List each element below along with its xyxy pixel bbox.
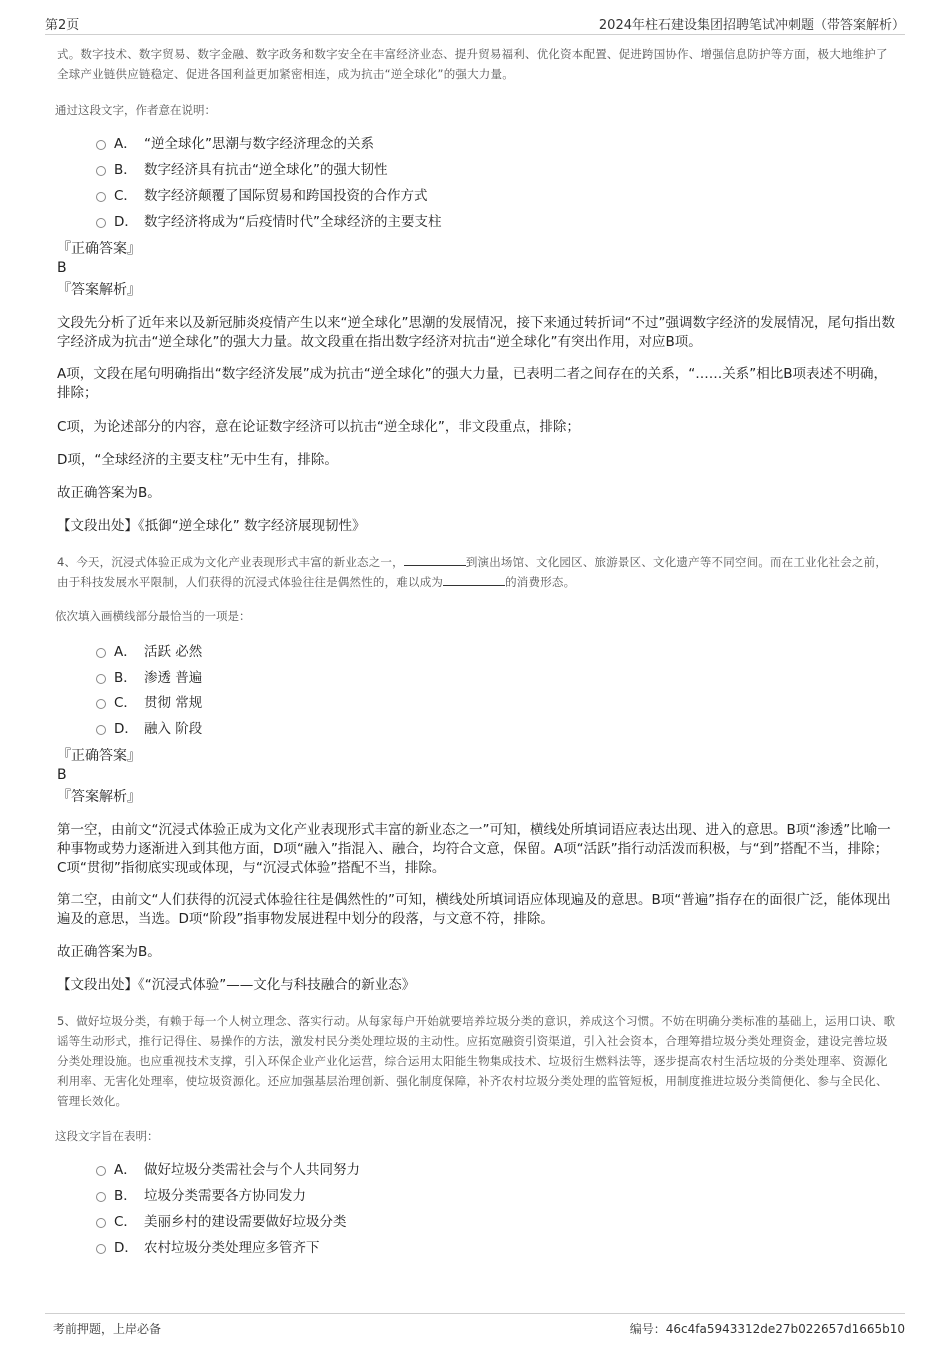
q3-prompt: 通过这段文字，作者意在说明：	[55, 103, 216, 117]
q3-source: 【文段出处】《抵御“逆全球化” 数字经济展现韧性》	[57, 518, 366, 534]
q3-option-d[interactable]: D． 数字经济将成为“后疫情时代”全球经济的主要支柱	[96, 212, 442, 232]
q4-prompt: 依次填入画横线部分最恰当的一项是：	[55, 609, 251, 623]
radio-icon[interactable]	[96, 699, 106, 709]
correct-answer-label: 『正确答案』	[57, 748, 141, 764]
radio-icon[interactable]	[96, 140, 106, 150]
radio-icon[interactable]	[96, 1244, 106, 1254]
radio-icon[interactable]	[96, 166, 106, 176]
q5-option-d[interactable]: D． 农村垃圾分类处理应多管齐下	[96, 1238, 320, 1258]
q3-option-a[interactable]: A． “逆全球化”思潮与数字经济理念的关系	[96, 134, 374, 154]
blank-line	[443, 573, 505, 586]
analysis-label: 『答案解析』	[57, 282, 141, 298]
radio-icon[interactable]	[96, 648, 106, 658]
q3-analysis-5: 故正确答案为B。	[57, 485, 161, 501]
q4-option-b[interactable]: B． 渗透 普遍	[96, 668, 202, 688]
q4-source: 【文段出处】《“沉浸式体验”——文化与科技融合的新业态》	[57, 977, 416, 993]
radio-icon[interactable]	[96, 674, 106, 684]
radio-icon[interactable]	[96, 1192, 106, 1202]
radio-icon[interactable]	[96, 218, 106, 228]
q4-analysis-3: 故正确答案为B。	[57, 944, 161, 960]
q4-analysis-1: 第一空，由前文“沉浸式体验正成为文化产业表现形式丰富的新业态之一”可知，横线处所填词语应表达出现、进入的意思。B项“渗透”比喻一种事物或势力逐渐进入到其他方面，D项“融入”指混入、融合，均符合文意，保留。A项“活跃”指行动活泼而积极，与“到”搭配不当，排除；C项“贯彻”指彻底实现或体现，与“沉浸式体验”搭配不当，排除。	[57, 822, 891, 876]
q5-option-a[interactable]: A． 做好垃圾分类需社会与个人共同努力	[96, 1160, 360, 1180]
q3-option-b[interactable]: B． 数字经济具有抗击“逆全球化”的强大韧性	[96, 160, 388, 180]
radio-icon[interactable]	[96, 1218, 106, 1228]
q3-option-c[interactable]: C． 数字经济颠覆了国际贸易和跨国投资的合作方式	[96, 186, 428, 206]
q5-option-c[interactable]: C． 美丽乡村的建设需要做好垃圾分类	[96, 1212, 347, 1232]
q4-answer: B	[57, 767, 67, 783]
radio-icon[interactable]	[96, 725, 106, 735]
radio-icon[interactable]	[96, 1166, 106, 1176]
q5-prompt: 这段文字旨在表明：	[55, 1129, 159, 1143]
q5-stem: 5、做好垃圾分类，有赖于每一个人树立理念、落实行动。从每家每户开始就要培养垃圾分类的意识，养成这个习惯。不妨在明确分类标准的基础上，运用口诀、歌谣等生动形式，推行记得住、易操作的方法，激发村民分类处理垃圾的主动性。应拓宽融资引资渠道，引入社会资本，合理筹措垃圾分类处理资金，建设完善垃圾分类处理设施。也应重视技术支撑，引入环保企业产业化运营，综合运用太阳能生物集成技术、垃圾衍生燃料法等，逐步提高农村生活垃圾的分类处理率、资源化利用率、无害化处理率，使垃圾资源化。还应加强基层治理创新、强化制度保障，补齐农村垃圾分类处理的监管短板，用制度推进垃圾分类简便化、参与全民化、管理长效化。	[57, 1014, 896, 1108]
document-code: 编号：46c4fa5943312de27b022657d1665b10	[629, 1322, 905, 1336]
q3-analysis-4: D项，“全球经济的主要支柱”无中生有，排除。	[57, 452, 338, 468]
radio-icon[interactable]	[96, 192, 106, 202]
q3-answer: B	[57, 260, 67, 276]
analysis-label: 『答案解析』	[57, 789, 141, 805]
document-title: 2024年柱石建设集团招聘笔试冲刺题（带答案解析）	[598, 18, 905, 33]
q3-analysis-1: 文段先分析了近年来以及新冠肺炎疫情产生以来“逆全球化”思潮的发展情况，接下来通过转折词“不过”强调数字经济的发展情况，尾句指出数字经济成为抗击“逆全球化”的强大力量。故文段重在指出数字经济对抗击“逆全球化”有突出作用，对应B项。	[57, 315, 895, 350]
q5-option-b[interactable]: B． 垃圾分类需要各方协同发力	[96, 1186, 306, 1206]
q4-option-d[interactable]: D． 融入 阶段	[96, 719, 202, 739]
q4-option-c[interactable]: C． 贯彻 常规	[96, 693, 202, 713]
correct-answer-label: 『正确答案』	[57, 241, 141, 257]
page-header	[45, 14, 905, 35]
q4-analysis-2: 第二空，由前文“人们获得的沉浸式体验往往是偶然性的”可知，横线处所填词语应体现遍及的意思。B项“普遍”指存在的面很广泛，能体现出遍及的意思，当选。D项“阶段”指事物发展进程中划分的段落，与文意不符，排除。	[57, 892, 891, 927]
q3-analysis-2: A项，文段在尾句明确指出“数字经济发展”成为抗击“逆全球化”的强大力量，已表明二者之间存在的关系，“……关系”相比B项表述不明确，排除；	[57, 366, 887, 401]
page-number: 第2页	[45, 18, 80, 33]
q4-option-a[interactable]: A． 活跃 必然	[96, 642, 202, 662]
q3-analysis-3: C项，为论述部分的内容，意在论证数字经济可以抗击“逆全球化”，非文段重点，排除；	[57, 419, 580, 435]
q4-stem: 4、今天，沉浸式体验正成为文化产业表现形式丰富的新业态之一， 到演出场馆、文化园区、旅游景区、文化遗产等不同空间。而在工业化社会之前，由于科技发展水平限制，人们获得的沉浸式体验往往是偶然性的，难以成为 的消费形态。	[57, 555, 888, 589]
intro-paragraph: 式。数字技术、数字贸易、数字金融、数字政务和数字安全在丰富经济业态、提升贸易福利、优化资本配置、促进跨国协作、增强信息防护等方面，极大地维护了全球产业链供应链稳定、促进各国利益更加紧密相连，成为抗击“逆全球化”的强大力量。	[57, 47, 888, 81]
blank-line	[404, 553, 466, 566]
page-footer	[45, 1313, 905, 1336]
footer-slogan: 考前押题，上岸必备	[53, 1322, 162, 1336]
